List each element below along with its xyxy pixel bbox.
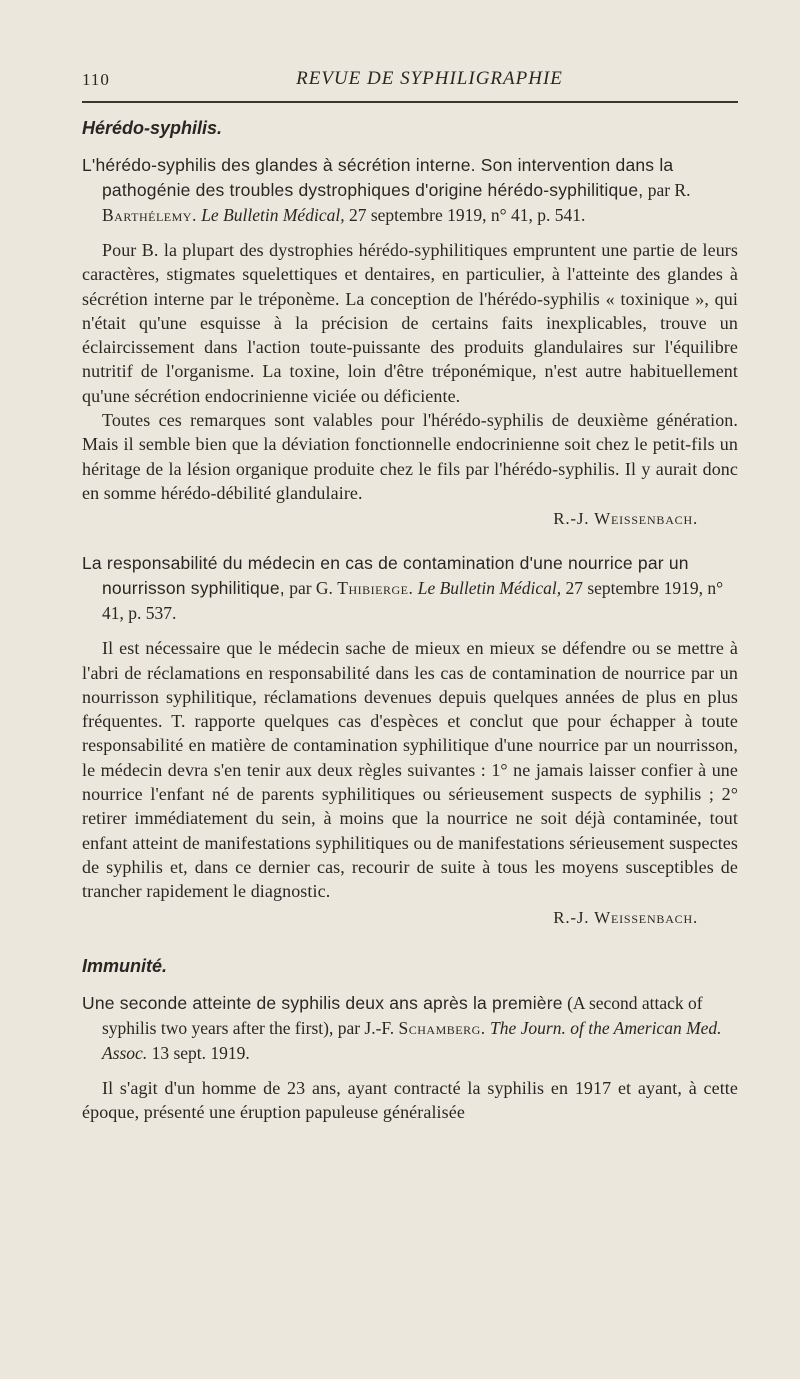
article-signature: R.-J. Weissenbach.: [553, 509, 698, 529]
page-number: 110: [82, 70, 110, 89]
article-author: Barthélemy.: [102, 205, 197, 225]
article-journal: The Journ. of the American Med. Assoc.: [102, 1017, 722, 1063]
article-title: [82, 551, 738, 626]
article-paragraph: Il est nécessaire que le médecin sache de mieux en mieux se défendre ou se mettre à l'abri de réclamations en responsabilité dans les cas de contamination de nourrice par un nourrisson syphilitique, réclamations devenues depuis quelques années de plus en plus fréquentes. T. rapporte quelques cas d'espèces et conclut que pour échapper à toute responsabilité en matière de contamination syphilitique d'une nourrice par un nourrisson, le médecin devra s'en tenir aux deux règles suivantes : 1° ne jamais laisser confier à une nourrice l'enfant né de parents syphilitiques ou sérieusement suspects de syphilis ; 2° retirer immédiatement du sein, à moins que la nourrice ne soit déjà contaminée, tout enfant atteint de manifestations syphilitiques ou de manifestations sérieusement suspectes de syphilis et, dans ce dernier cas, recourir de suite à tous les moyens susceptibles de trancher rapidement le diagnostic.: [82, 638, 738, 902]
article-title-paren: (A second attack of syphilis two years after the first),: [102, 992, 703, 1038]
article-citation: 27 septembre 1919, n° 41, p. 541.: [348, 205, 586, 225]
page-header: [82, 70, 737, 96]
article-citation: 27 septembre 1919, n° 41, p. 537.: [102, 578, 724, 624]
article-citation: 13 sept. 1919.: [151, 1042, 250, 1063]
page-content: [82, 112, 738, 1124]
section-heading: Hérédo-syphilis.: [82, 118, 223, 138]
article-journal: Le Bulletin Médical,: [201, 205, 345, 225]
article-journal: Le Bulletin Médical,: [417, 578, 562, 599]
article-author: Thibierge.: [337, 578, 414, 599]
running-title: REVUE DE SYPHILIGRAPHIE: [296, 68, 563, 89]
article-by: par G.: [289, 578, 333, 599]
article-title-main: L'hérédo-syphilis des glandes à sécrétion interne. Son intervention dans la pathogénie des troubles dystrophiques d'origine hérédo-syphilitique,: [82, 155, 674, 200]
article-title: [82, 153, 738, 228]
article-title-main: Une seconde atteinte de syphilis deux ans après la première: [82, 992, 563, 1013]
article-by: par R.: [647, 180, 691, 200]
article-by: par J.-F.: [337, 1017, 395, 1038]
article-signature: R.-J. Weissenbach.: [553, 907, 698, 927]
section-heading: Immunité.: [82, 955, 168, 976]
article-title-main: La responsabilité du médecin en cas de contamination d'une nourrice par un nourrisson syphilitique,: [82, 553, 689, 599]
article-paragraph: Pour B. la plupart des dystrophies hérédo-syphilitiques empruntent une partie de leurs caractères, stigmates squelettiques et dentaires, en particulier, à l'atteinte des glandes à sécrétion interne par le tréponème. La conception de l'hérédo-syphilis « toxinique », qui n'était qu'une esquisse à la précision de certains faits inexplicables, trouve un éclaircissement dans l'action toute-puissante des produits glandulaires sur l'équilibre nutritif de l'organisme. La toxine, loin d'être tréponémique, n'est autre habituellement qu'une sécrétion endocrinienne viciée ou déficiente.: [82, 240, 738, 406]
article-paragraph: Il s'agit d'un homme de 23 ans, ayant contracté la syphilis en 1917 et ayant, à cette époque, présenté une éruption papuleuse généralisée: [82, 1077, 738, 1122]
article-paragraph: Toutes ces remarques sont valables pour l'hérédo-syphilis de deuxième génération. Mais il semble bien que la déviation fonctionnelle endocrinienne soit chez le petit-fils un héritage de la lésion organique produite chez le fils par l'hérédo-syphilis. Il y aurait donc en somme hérédo-débilité glandulaire.: [82, 410, 738, 503]
header-rule: [82, 101, 738, 103]
article-author: Schamberg.: [398, 1017, 486, 1038]
article-title: [82, 991, 738, 1066]
